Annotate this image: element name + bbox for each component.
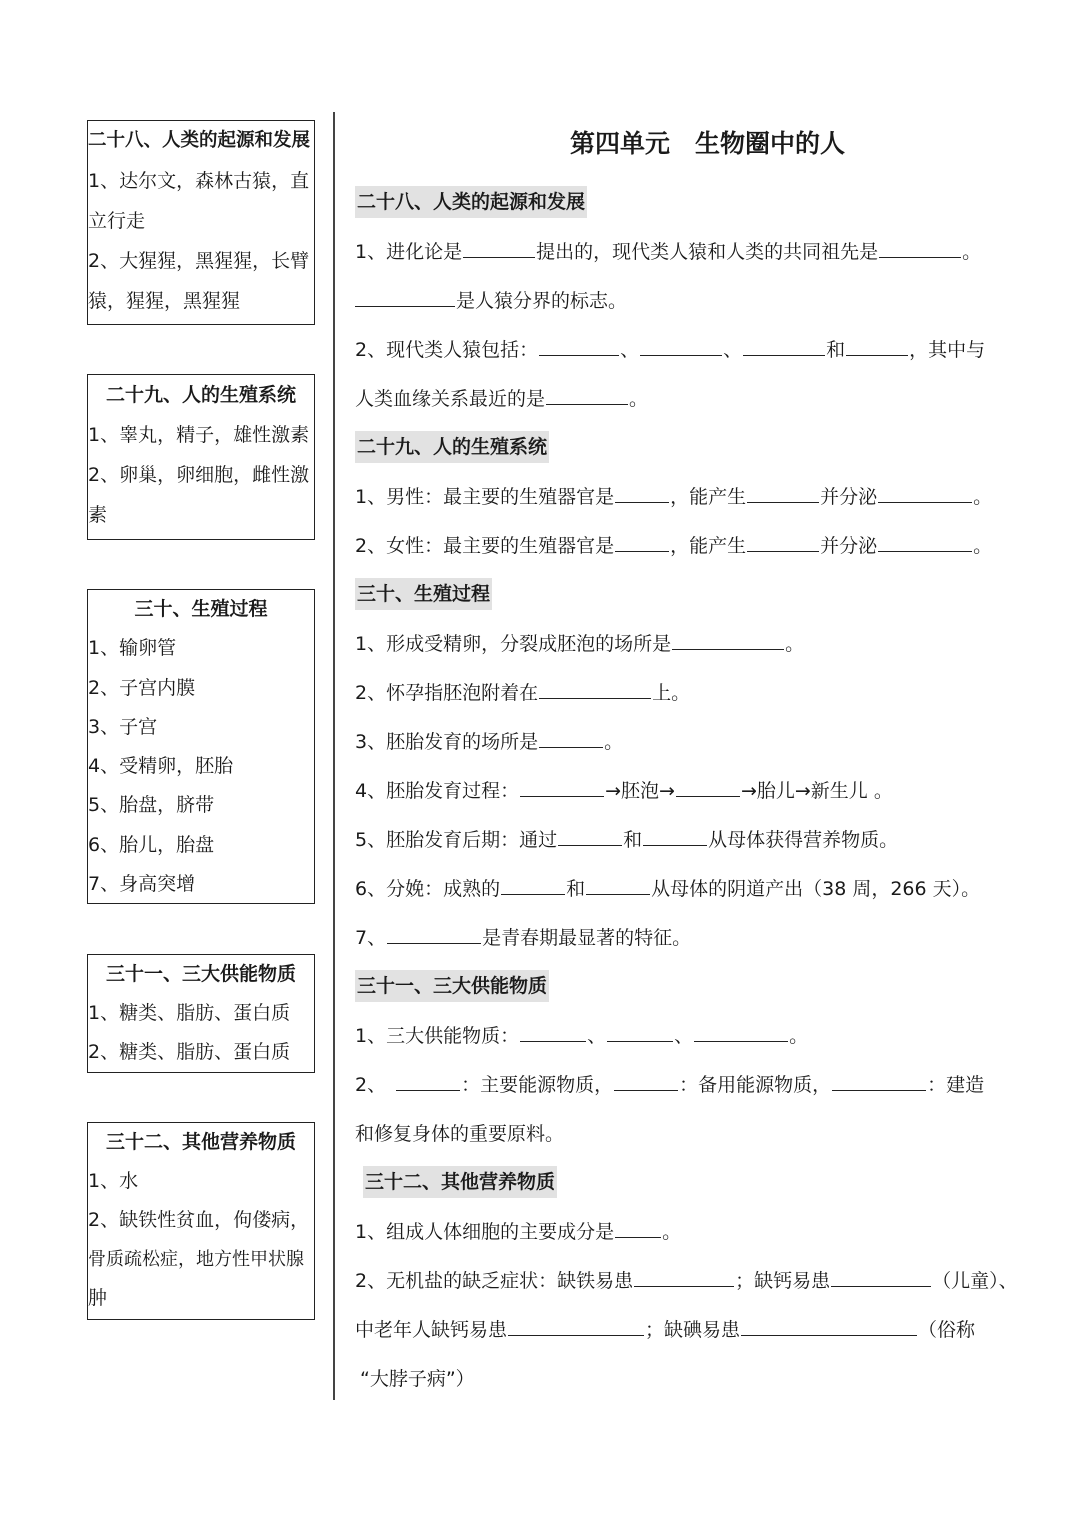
question-text: 2、 bbox=[355, 1074, 387, 1096]
question-text: 。 bbox=[789, 1025, 809, 1047]
answer-blank[interactable] bbox=[539, 725, 603, 748]
answer-blank[interactable] bbox=[614, 1068, 678, 1091]
answer-blank[interactable] bbox=[676, 774, 740, 797]
answer-line: 2、大猩猩，黑猩猩，长臂 bbox=[88, 250, 310, 272]
answer-blank[interactable] bbox=[396, 1068, 460, 1091]
answer-blank[interactable] bbox=[508, 1313, 644, 1336]
answer-blank[interactable] bbox=[831, 1264, 931, 1287]
question-text: →胚泡→ bbox=[605, 780, 675, 802]
answer-blank[interactable] bbox=[832, 1068, 926, 1091]
question-29-1 bbox=[355, 477, 995, 517]
answer-blank[interactable] bbox=[878, 480, 972, 503]
question-text: ：备用能源物质， bbox=[679, 1074, 832, 1096]
answer-line: 2、缺铁性贫血，佝偻病， bbox=[88, 1209, 310, 1231]
question-text: （儿童）、 bbox=[932, 1270, 1018, 1292]
answer-blank[interactable] bbox=[546, 382, 628, 405]
question-text: 。 bbox=[662, 1221, 682, 1243]
answer-blank[interactable] bbox=[694, 1019, 788, 1042]
answer-line: 4、受精卵，胚胎 bbox=[88, 755, 234, 778]
question-text: 1、形成受精卵，分裂成胚泡的场所是 bbox=[355, 633, 672, 655]
answer-line: 2、子宫内膜 bbox=[88, 676, 196, 699]
question-text: →胎儿→新生儿 。 bbox=[740, 780, 893, 802]
question-text: ：建造 bbox=[927, 1074, 985, 1096]
answer-box-title: 三十一、三大供能物质 bbox=[105, 963, 296, 985]
question-30-7 bbox=[355, 918, 995, 958]
answer-box-title: 二十八、人类的起源和发展 bbox=[88, 130, 311, 151]
section-heading-30: 三十、生殖过程 bbox=[355, 578, 492, 610]
question-text: 是青春期最显著的特征。 bbox=[482, 927, 692, 949]
answer-box-30 bbox=[87, 589, 315, 904]
question-text: 上。 bbox=[652, 682, 691, 704]
answer-line: 6、胎儿，胎盘 bbox=[88, 833, 215, 856]
question-text: 和 bbox=[623, 829, 643, 851]
answer-blank[interactable] bbox=[615, 1215, 661, 1238]
answer-blank[interactable] bbox=[501, 872, 565, 895]
question-text: 。 bbox=[973, 486, 993, 508]
answer-blank[interactable] bbox=[607, 1019, 673, 1042]
question-text: 、 bbox=[587, 1025, 607, 1047]
question-30-6 bbox=[355, 869, 995, 909]
question-32-1 bbox=[355, 1212, 995, 1252]
answer-line: 1、睾丸，精子，雄性激素 bbox=[88, 424, 310, 446]
answer-blank[interactable] bbox=[558, 823, 622, 846]
question-30-4 bbox=[355, 771, 995, 811]
answer-blank[interactable] bbox=[520, 774, 604, 797]
answer-blank[interactable] bbox=[747, 529, 819, 552]
answer-box-29 bbox=[87, 374, 315, 540]
question-text: 、 bbox=[620, 339, 640, 361]
answer-blank[interactable] bbox=[878, 529, 972, 552]
answer-blank[interactable] bbox=[387, 921, 481, 944]
answer-box-32 bbox=[87, 1122, 315, 1320]
answer-line: 素 bbox=[88, 504, 108, 526]
section-heading-28: 二十八、人类的起源和发展 bbox=[355, 186, 587, 218]
question-text: 6、分娩：成熟的 bbox=[355, 878, 501, 900]
question-text: 1、三大供能物质： bbox=[355, 1025, 520, 1047]
question-text: 和 bbox=[826, 339, 846, 361]
question-text: 是人猿分界的标志。 bbox=[456, 290, 628, 312]
question-text: 。 bbox=[604, 731, 624, 753]
question-text: 5、胚胎发育后期：通过 bbox=[355, 829, 558, 851]
question-30-2 bbox=[355, 673, 995, 713]
page-title: 第四单元 生物圈中的人 bbox=[569, 129, 845, 158]
question-text: 2、现代类人猿包括： bbox=[355, 339, 539, 361]
question-28-2-cont bbox=[355, 379, 995, 419]
question-text: ：主要能源物质， bbox=[461, 1074, 614, 1096]
question-32-2 bbox=[355, 1261, 1018, 1301]
answer-line: 2、卵巢，卵细胞，雌性激 bbox=[88, 464, 310, 486]
column-divider bbox=[333, 112, 335, 1400]
question-text: 从母体的阴道产出（38 周，266 天）。 bbox=[651, 878, 981, 900]
answer-blank[interactable] bbox=[520, 1019, 586, 1042]
question-text: 从母体获得营养物质。 bbox=[708, 829, 899, 851]
answer-blank[interactable] bbox=[741, 1313, 917, 1336]
answer-blank[interactable] bbox=[586, 872, 650, 895]
answer-line: 1、输卵管 bbox=[88, 637, 177, 660]
question-text: （俗称 bbox=[918, 1319, 976, 1341]
question-text: 1、男性：最主要的生殖器官是 bbox=[355, 486, 615, 508]
question-31-2 bbox=[355, 1065, 995, 1105]
question-text: 、 bbox=[723, 339, 743, 361]
section-heading-31: 三十一、三大供能物质 bbox=[355, 970, 549, 1002]
question-text: 和修复身体的重要原料。 bbox=[355, 1123, 565, 1145]
question-text: 并分泌 bbox=[820, 535, 878, 557]
question-28-2 bbox=[355, 330, 995, 370]
question-text: 、 bbox=[674, 1025, 694, 1047]
question-text: 和 bbox=[566, 878, 586, 900]
question-31-2-cont bbox=[355, 1114, 995, 1154]
answer-line: 2、糖类、脂肪、蛋白质 bbox=[88, 1041, 291, 1063]
question-text: 2、无机盐的缺乏症状：缺铁易患 bbox=[355, 1270, 634, 1292]
question-text: 中老年人缺钙易患 bbox=[355, 1319, 508, 1341]
answer-blank[interactable] bbox=[643, 823, 707, 846]
question-text: 4、胚胎发育过程： bbox=[355, 780, 520, 802]
question-28-1 bbox=[355, 232, 995, 272]
answer-blank[interactable] bbox=[539, 333, 619, 356]
question-30-5 bbox=[355, 820, 995, 860]
answer-blank[interactable] bbox=[615, 480, 669, 503]
answer-box-title: 二十九、人的生殖系统 bbox=[105, 384, 296, 406]
question-text: 人类血缘关系最近的是 bbox=[355, 388, 546, 410]
question-text: 。 bbox=[962, 241, 982, 263]
answer-line: 7、身高突增 bbox=[88, 873, 196, 896]
answer-line: 肿 bbox=[88, 1287, 108, 1309]
answer-blank[interactable] bbox=[539, 676, 651, 699]
answer-blank[interactable] bbox=[355, 284, 455, 307]
question-text: 2、女性：最主要的生殖器官是 bbox=[355, 535, 615, 557]
answer-box-28 bbox=[87, 120, 315, 325]
answer-blank[interactable] bbox=[634, 1264, 734, 1287]
question-30-1 bbox=[355, 624, 995, 664]
answer-line: 立行走 bbox=[88, 210, 146, 232]
answer-box-31 bbox=[87, 954, 315, 1073]
question-text: “大脖子病”） bbox=[360, 1368, 475, 1390]
question-text: 。 bbox=[629, 388, 649, 410]
answer-line: 1、水 bbox=[88, 1170, 139, 1192]
question-text: ；缺钙易患 bbox=[735, 1270, 831, 1292]
answer-line: 1、糖类、脂肪、蛋白质 bbox=[88, 1002, 291, 1024]
section-heading-29: 二十九、人的生殖系统 bbox=[355, 431, 549, 463]
question-31-1 bbox=[355, 1016, 995, 1056]
question-28-1-cont bbox=[355, 281, 995, 321]
question-text: ，能产生 bbox=[670, 486, 747, 508]
question-text: 3、胚胎发育的场所是 bbox=[355, 731, 539, 753]
question-text: 7、 bbox=[355, 927, 387, 949]
question-32-2-end bbox=[360, 1359, 1000, 1399]
answer-line: 骨质疏松症，地方性甲状腺 bbox=[88, 1249, 304, 1270]
section-heading-32: 三十二、其他营养物质 bbox=[363, 1166, 557, 1198]
question-text: 2、怀孕指胚泡附着在 bbox=[355, 682, 539, 704]
answer-blank[interactable] bbox=[879, 235, 961, 258]
answer-line: 5、胎盘，脐带 bbox=[88, 794, 215, 817]
question-text: ，其中与 bbox=[909, 339, 986, 361]
answer-blank[interactable] bbox=[846, 333, 908, 356]
answer-blank[interactable] bbox=[743, 333, 825, 356]
answer-line: 3、子宫 bbox=[88, 715, 158, 738]
question-text: 1、组成人体细胞的主要成分是 bbox=[355, 1221, 615, 1243]
answer-blank[interactable] bbox=[640, 333, 722, 356]
answer-line: 猿，猩猩，黑猩猩 bbox=[88, 290, 241, 312]
question-text: 并分泌 bbox=[820, 486, 878, 508]
question-text: 。 bbox=[973, 535, 993, 557]
answer-blank[interactable] bbox=[463, 235, 535, 258]
question-text: ，能产生 bbox=[670, 535, 747, 557]
answer-box-title: 三十、生殖过程 bbox=[134, 598, 268, 620]
answer-line: 1、达尔文，森林古猿，直 bbox=[88, 170, 310, 192]
question-text: 1、进化论是 bbox=[355, 241, 463, 263]
answer-blank[interactable] bbox=[747, 480, 819, 503]
answer-blank[interactable] bbox=[672, 627, 784, 650]
question-30-3 bbox=[355, 722, 995, 762]
answer-box-title: 三十二、其他营养物质 bbox=[105, 1131, 296, 1153]
question-text: ；缺碘易患 bbox=[645, 1319, 741, 1341]
question-text: 提出的，现代类人猿和人类的共同祖先是 bbox=[536, 241, 879, 263]
answer-blank[interactable] bbox=[615, 529, 669, 552]
question-text: 。 bbox=[785, 633, 805, 655]
question-32-2-cont bbox=[355, 1310, 995, 1350]
question-29-2 bbox=[355, 526, 995, 566]
